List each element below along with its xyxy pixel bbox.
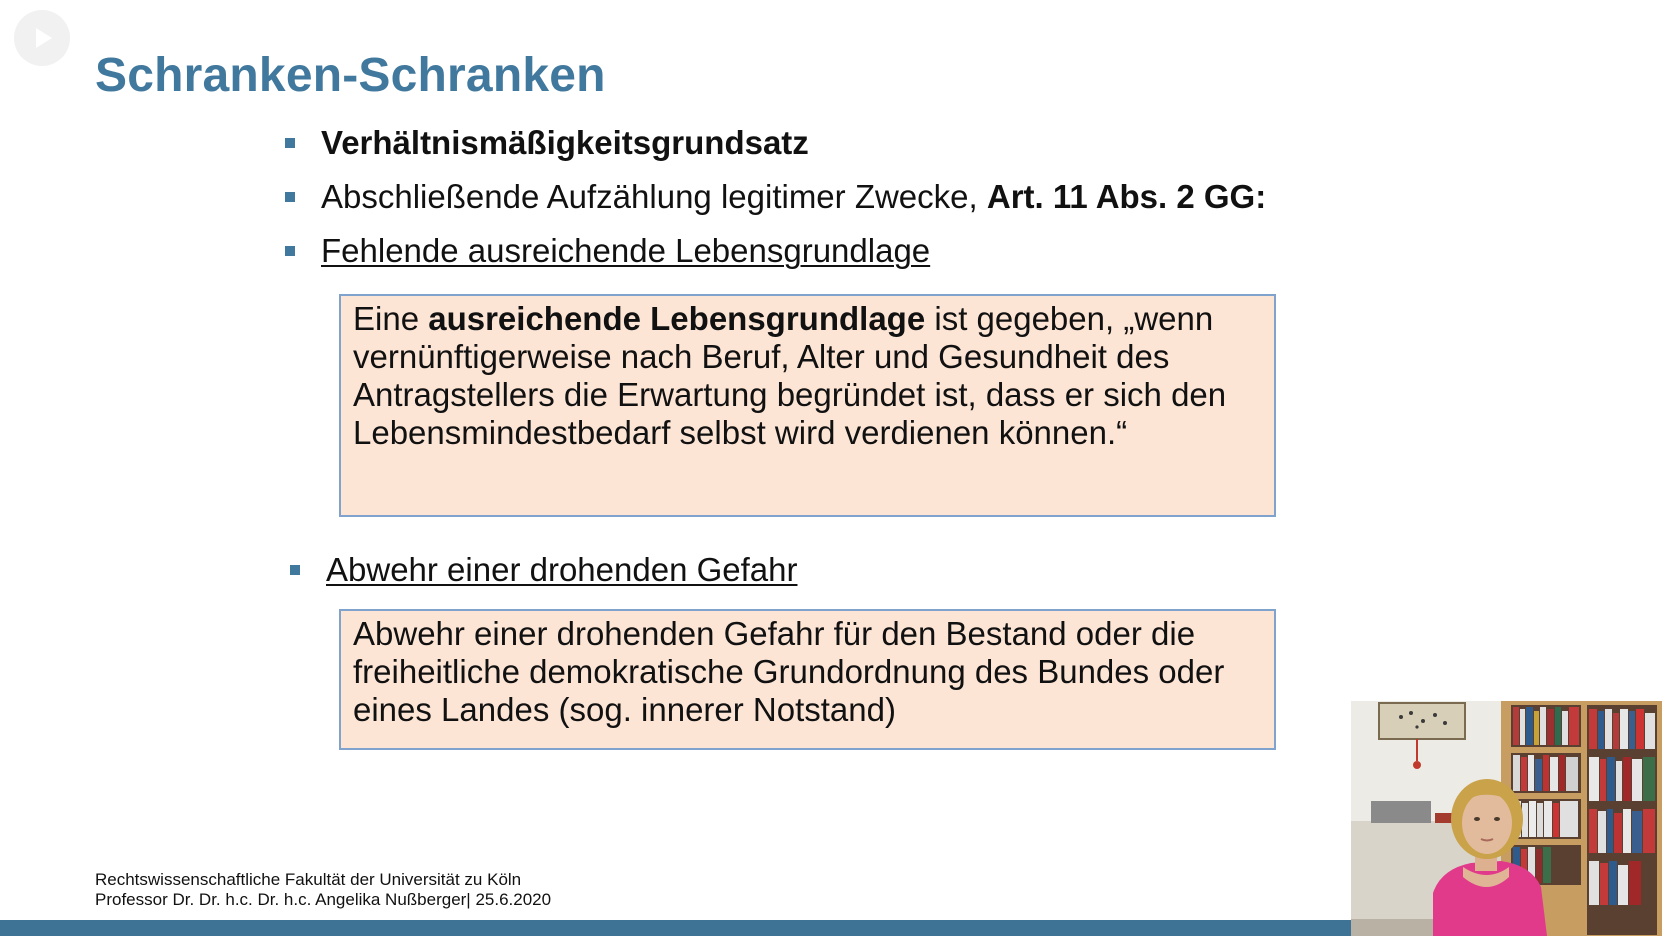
bullet-marker	[285, 246, 295, 256]
bullet-marker	[285, 192, 295, 202]
definition-box-lebensgrundlage	[339, 294, 1276, 517]
slide-title: Schranken-Schranken	[95, 49, 606, 102]
bullet-item	[285, 178, 1266, 216]
definition-box-gefahr	[339, 609, 1276, 750]
definition-text: Abwehr einer drohenden Gefahr für den Bestand oder die freiheitliche demokratische Grundordnung des Bundes oder eines Landes (sog. innerer Notstand)	[353, 615, 1225, 728]
bullet-item	[290, 551, 797, 589]
webcam-video[interactable]	[1351, 701, 1662, 936]
play-button[interactable]	[14, 10, 70, 66]
definition-term: ausreichende Lebensgrundlage	[428, 300, 926, 337]
footer-presenter: Professor Dr. Dr. h.c. Dr. h.c. Angelika Nußberger| 25.6.2020	[95, 890, 552, 909]
slide-footer	[95, 870, 551, 910]
webcam-image	[1351, 701, 1662, 936]
bullet-text-bold: Art. 11 Abs. 2 GG:	[986, 178, 1267, 215]
bullet-text: Abwehr einer drohenden Gefahr	[326, 551, 798, 588]
bullet-marker	[290, 565, 300, 575]
definition-text	[353, 300, 1262, 452]
bullet-marker	[285, 138, 295, 148]
bullet-text: Fehlende ausreichende Lebensgrundlage	[321, 232, 931, 269]
definition-rest: ist gegeben, „wenn vernünftigerweise nach Beruf, Alter und Gesundheit des Antragstellers die Erwartung begründet ist, dass er sich den Lebensmindestbedarf selbst wird verdienen können.“	[353, 300, 1227, 451]
play-icon	[27, 23, 57, 53]
bullet-text: Verhältnismäßigkeitsgrundsatz	[321, 124, 809, 161]
bullet-text: Abschließende Aufzählung legitimer Zwecke,	[321, 178, 987, 215]
footer-faculty: Rechtswissenschaftliche Fakultät der Universität zu Köln	[95, 870, 522, 889]
definition-prefix: Eine	[353, 300, 429, 337]
bullet-item	[285, 124, 809, 162]
bullet-item	[285, 232, 930, 270]
